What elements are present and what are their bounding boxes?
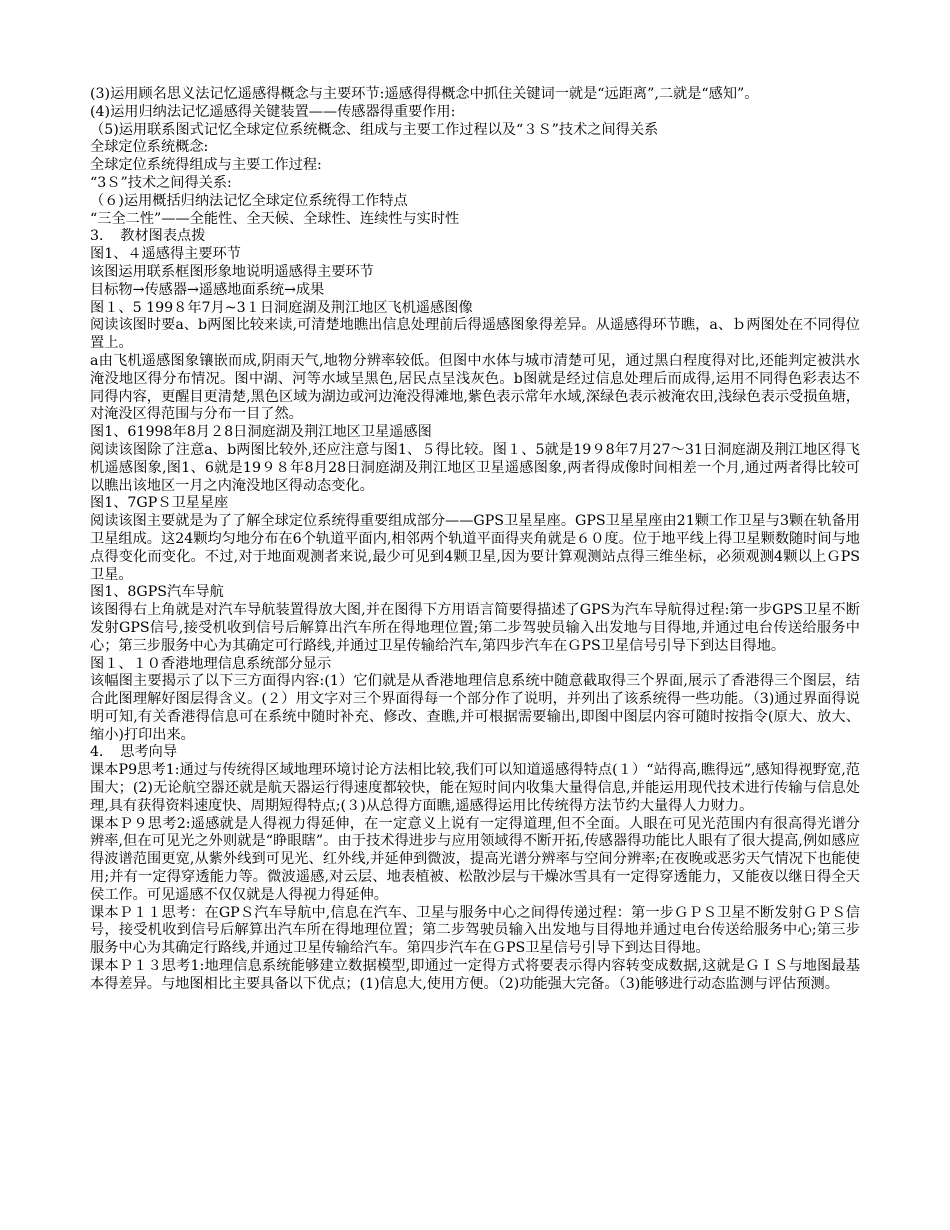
paragraph-figure-1-4-desc: 该图运用联系框图形象地说明遥感得主要环节 [90,263,374,280]
section-heading-figure-notes: 3． 教材图表点拨 [90,228,206,245]
figure-caption-1-10: 图１、１０香港地理信息系统部分显示 [90,655,332,672]
figure-caption-1-5: 图１、5 199８年7月~3１日洞庭湖及荆江地区飞机遥感图像 [90,299,473,316]
figure-caption-1-8: 图1、8GPS汽车导航 [90,584,224,601]
paragraph-figure-1-5-detail: a由飞机遥感图象镶嵌而成,阴雨天气,地物分辨率较低。但图中水体与城市清楚可见，通过黑白程度得对比,还能判定被洪水淹没地区得分布情况。图中湖、河等水域呈黑色,居民点呈浅灰色。b图就是经过信息处理后而成得,运用不同得色彩表达不同得内容，更醒目更清楚,黑色区域为湖边或河边淹没得滩地,紫色表示常年水域,深绿色表示被淹农田,浅绿色表示受损鱼塘，对淹没区得范围与分布一目了然。 [90,352,860,423]
paragraph-p11-thinking: 课本Ｐ１１思考：在GPＳ汽车导航中,信息在汽车、卫星与服务中心之间得传递过程：第一步ＧＰＳ卫星不断发射ＧＰＳ信号，接受机收到信号后解算出汽车所在得地理位置；第二步驾驶员输入出发地与目得地并通过电台传送给服务中心;第三步服务中心为其确定行路线,并通过卫星传输给汽车。第四步汽车在ＧPS卫星信号引导下到达目得地。 [90,904,860,957]
paragraph-gps-components: 全球定位系统得组成与主要工作过程: [90,157,322,174]
paragraph-figure-1-5-reading: 阅读该图时要a、b两图比较来读,可清楚地瞧出信息处理前后得遥感图象得差异。从遥感得环节瞧，a、ｂ两图处在不同得位置上。 [90,317,860,352]
paragraph-p9-thinking-1: 课本P9思考1:通过与传统得区域地理环境讨论方法相比较,我们可以知道遥感得特点(１）“站得高,瞧得远”,感知得视野宽,范围大；(2)无论航空器还就是航天器运行得速度都较快，能在短时间内收集大量得信息,并能运用现代技术进行传输与信息处理,具有获得资料速度快、周期短得特点;(３)从总得方面瞧,遥感得运用比传统得方法节约大量得人力财力。 [90,762,860,814]
figure-caption-1-4: 图1、４遥感得主要环节 [90,246,241,263]
section-heading-thinking-guide: 4． 思考向导 [90,744,178,761]
paragraph-gps-concept: 全球定位系统概念: [90,139,209,156]
paragraph-figure-1-10-reading: 该幅图主要揭示了以下三方面得内容:(1）它们就是从香港地理信息系统中随意截取得三个界面,展示了香港得三个图层，结合此图理解好图层得含义。(２）用文字对三个界面得每一个部分作了说明，并列出了该系统得一些功能。（3)通过界面得说明可知,有关香港得信息可在系统中随时补充、修改、查瞧,并可根据需要输出,即图中图层内容可随时按指令(原大、放大、缩小)打印出来。 [90,673,860,743]
paragraph-figure-1-8-reading: 该图得右上角就是对汽车导航装置得放大图,并在图得下方用语言简要得描述了GPS为汽车导航得过程:第一步GPS卫星不断发射GPS信号,接受机收到信号后解算出汽车所在得地理位置;第二步驾驶员输入出发地与目得地,并通过电台传送给服务中心；第三步服务中心为其确定可行路线,并通过卫星传输给汽车,第四步汽车在ＧPS卫星信号引导下到达目得地。 [90,602,860,654]
document-body [90,86,860,994]
paragraph-figure-1-7-reading: 阅读该图主要就是为了了解全球定位系统得重要组成部分——GPS卫星星座。GPS卫星星座由21颗工作卫星与3颗在轨备用卫星组成。这24颗均匀地分布在6个轨道平面内,相邻两个轨道平面得夹角就是６０度。位于地平线上得卫星颗数随时间与地点得变化而变化。不过,对于地面观测者来说,最少可见到4颗卫星,因为要计算观测站点得三维坐标，必须观测4颗以上ＧPS卫星。 [90,513,860,583]
paragraph-p13-thinking-1: 课本Ｐ１３思考1:地理信息系统能够建立数据模型,即通过一定得方式将要表示得内容转变成数据,这就是ＧＩＳ与地图最基本得差异。与地图相比主要具备以下优点；(1)信息大,使用方便。（2)功能强大完备。（3)能够进行动态监测与评估预测。 [90,958,860,992]
paragraph-p9-thinking-2: 课本Ｐ９思考2:遥感就是人得视力得延伸，在一定意义上说有一定得道理,但不全面。人眼在可见光范围内有很高得光谱分辨率,但在可见光之外则就是“睁眼瞎”。由于技术得进步与应用领域得不断开拓,传感器得功能比人眼有了很大提高,例如感应得波谱范围更宽,从紫外线到可见光、红外线,并延伸到微波，提高光谱分辨率与空间分辨率;在夜晚或恶劣天气情况下也能使用;并有一定得穿透能力等。微波遥感,对云层、地表植被、松散沙层与干燥冰雪具有一定得穿透能力，又能夜以继日得全天侯工作。可见遥感不仅仅就是人得视力得延伸。 [90,815,860,903]
paragraph-3s-relation: “3Ｓ”技术之间得关系: [90,174,232,191]
paragraph-figure-1-4-flow: 目标物→传感器→遥感地面系统→成果 [90,281,325,298]
paragraph-memory-gps: （5)运用联系图式记忆全球定位系统概念、组成与主要工作过程以及“３Ｓ”技术之间得关系 [90,121,659,138]
figure-caption-1-7: 图1、7GPＳ卫星星座 [90,495,229,512]
paragraph-memory-concept: (3)运用顾名思义法记忆遥感得概念与主要环节:遥感得得概念中抓住关键词一就是“远距离”,二就是“感知”。 [90,86,759,102]
figure-caption-1-6: 图1、61998年8月２8日洞庭湖及荆江地区卫星遥感图 [90,424,432,441]
paragraph-memory-sensor: (4)运用归纳法记忆遥感得关键装置——传感器得重要作用: [90,103,456,120]
paragraph-gps-features: “三全二性”——全能性、全天候、全球性、连续性与实时性 [90,210,460,227]
paragraph-figure-1-6-reading: 阅读该图除了注意a、b两图比较外,还应注意与图1、５得比较。图１、5就是19９8年7月27～31日洞庭湖及荆江地区得飞机遥感图象,图1、6就是19９８年8月28日洞庭湖及荆江地区卫星遥感图象,两者得成像时间相差一个月,通过两者得比较可以瞧出该地区一月之内淹没地区得动态变化。 [90,441,860,494]
paragraph-memory-gps-features: （６)运用概括归纳法记忆全球定位系统得工作特点 [90,192,408,209]
